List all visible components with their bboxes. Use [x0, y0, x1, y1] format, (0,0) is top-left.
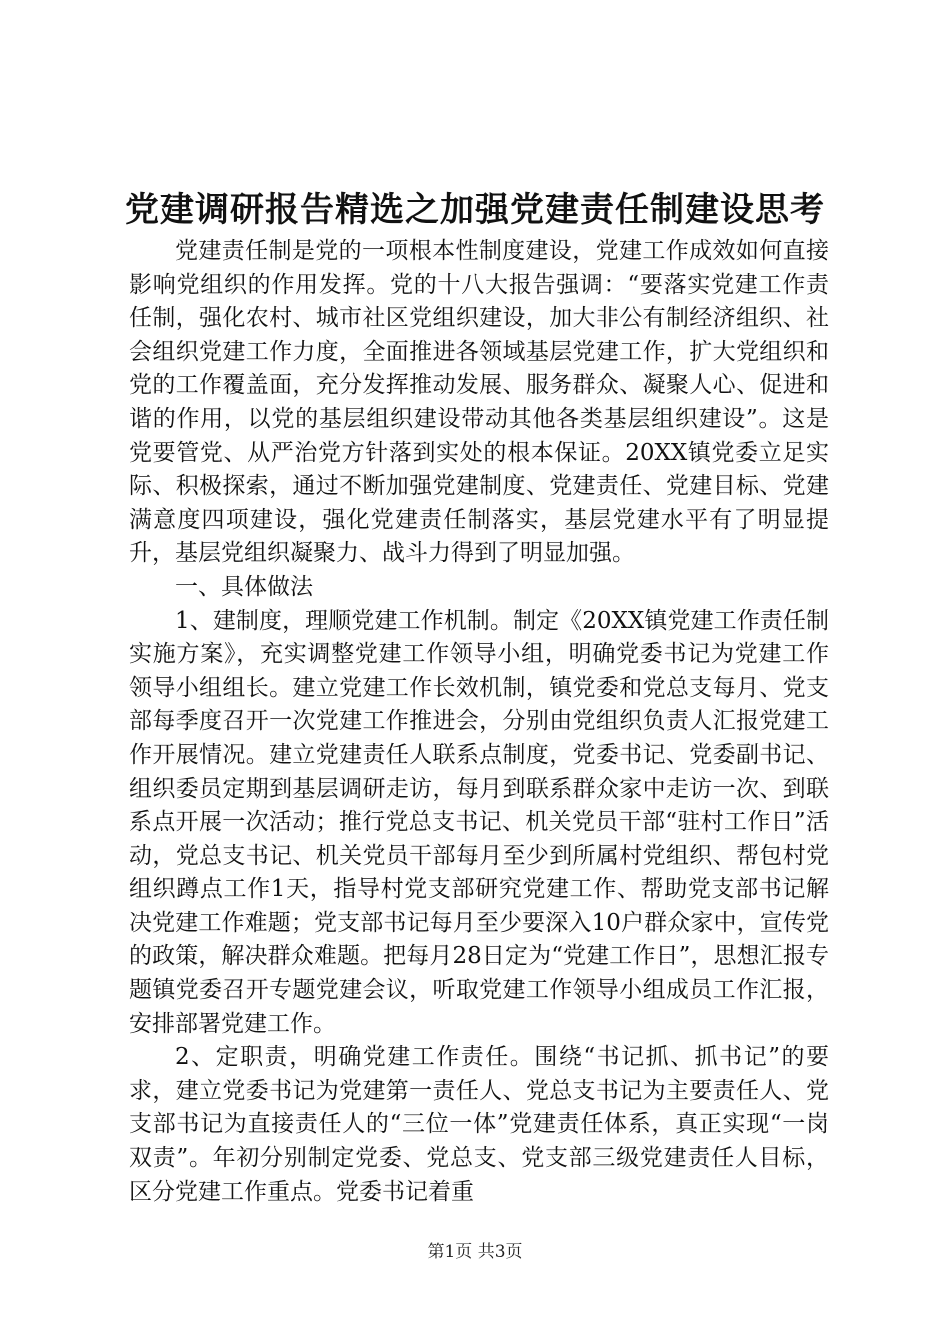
document-title: 党建调研报告精选之加强党建责任制建设思考: [125, 190, 825, 230]
paragraph-point-2: 2、定职责，明确党建工作责任。围绕“书记抓、抓书记”的要求，建立党委书记为党建第一责任人、党总支书记为主要责任人、党支部书记为直接责任人的“三位一体”党建责任体系，真正实现“一岗双责”。年初分别制定党委、党总支、党支部三级党建责任人目标，区分党建工作重点。党委书记着重: [129, 1044, 829, 1205]
section-heading-practices: 一、具体做法: [175, 573, 313, 600]
paragraph-point-1: 1、建制度，理顺党建工作机制。制定《20XX镇党建工作责任制实施方案》，充实调整党建工作领导小组，明确党委书记为党建工作领导小组组长。建立党建工作长效机制，镇党委和党总支每月、党支部每季度召开一次党建工作推进会，分别由党组织负责人汇报党建工作开展情况。建立党建责任人联系点制度，党委书记、党委副书记、组织委员定期到基层调研走访，每月到联系群众家中走访一次、到联系点开展一次活动；推行党总支书记、机关党员干部“驻村工作日”活动，党总支书记、机关党员干部每月至少到所属村党组织、帮包村党组织蹲点工作1天，指导村党支部研究党建工作、帮助党支部书记解决党建工作难题；党支部书记每月至少要深入10户群众家中，宣传党的政策，解决群众难题。把每月28日定为“党建工作日”，思想汇报专题镇党委召开专题党建会议，听取党建工作领导小组成员工作汇报，安排部署党建工作。: [129, 607, 829, 1037]
document-body: [129, 235, 829, 1209]
paragraph-intro: 党建责任制是党的一项根本性制度建设，党建工作成效如何直接影响党组织的作用发挥。党的十八大报告强调：“要落实党建工作责任制，强化农村、城市社区党组织建设，加大非公有制经济组织、社会组织党建工作力度，全面推进各领域基层党建工作，扩大党组织和党的工作覆盖面，充分发挥推动发展、服务群众、凝聚人心、促进和谐的作用，以党的基层组织建设带动其他各类基层组织建设”。这是党要管党、从严治党方针落到实处的根本保证。20XX镇党委立足实际、积极探索，通过不断加强党建制度、党建责任、党建目标、党建满意度四项建设，强化党建责任制落实，基层党建水平有了明显提升，基层党组织凝聚力、战斗力得到了明显加强。: [129, 238, 829, 567]
page-footer: 第1页 共3页: [427, 1242, 523, 1262]
